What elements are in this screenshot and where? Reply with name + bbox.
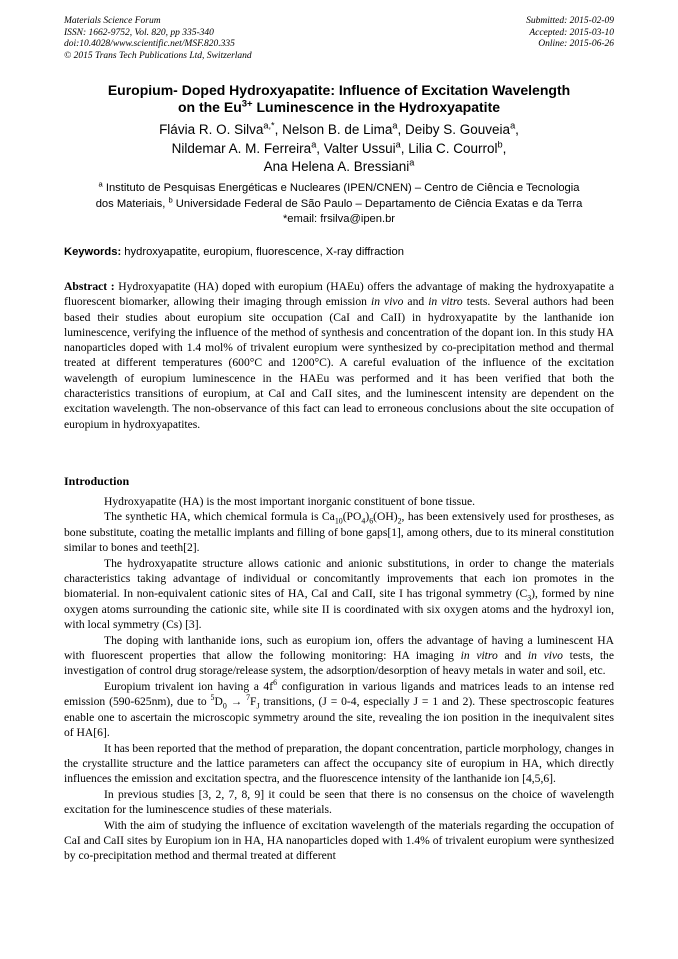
paragraph: The synthetic HA, which chemical formula is $Ca_{10}(PO_4)_6(OH)_2$, has been extensively used for prostheses, as bone substitute, coating the metallic implants and filling of bone gaps[1], among others, due to its mineral constitution similar to bones and teeth[2].	[64, 510, 614, 555]
contact-email[interactable]: *email: frsilva@ipen.br	[282, 213, 396, 225]
author-name: Ana Helena A. Bressiani	[263, 159, 410, 174]
author-name: , Valter Ussui	[316, 140, 396, 156]
author-name: Nildemar A. M. Ferreira	[171, 140, 312, 156]
journal-name: Materials Science Forum	[64, 16, 161, 26]
paragraph: The doping with lanthanide ions, such as europium ion, offers the advantage of having a luminescent HA with fluorescent properties that allow the following monitoring: HA imaging in vitro and in vivo tests, the investigation of control drug storage/release system, the adsorption/desorption of heavy metals in water and soil, etc.	[64, 633, 615, 678]
affiliation-b: Universidade Federal de São Paulo – Departamento de Ciência Exatas e da Terra	[172, 197, 583, 210]
author-name: , Lilia C. Courrol	[400, 140, 498, 156]
author-list: Flávia R. O. Silva$^{a,*}$, Nelson B. de Lima$^a$, Deiby S. Gouveia$^a$, Nildemar A. M. Ferreira$^a$, Valter Ussui$^a$, Lilia C. Courrol$^b$, Ana Helena A. Bressiani$^a$	[159, 120, 519, 174]
paragraph: With the aim of studying the influence of excitation wavelength of the materials regarding the occupation of CaI and CaII sites by Europium ion in HA, HA nanoparticles doped with 1.4% of trivalent europium were synthesized by co-precipitation method and thermal treated at different	[64, 818, 614, 863]
online-date: Online: 2015-06-26	[538, 39, 614, 49]
keywords	[64, 245, 624, 259]
keywords-label: Keywords:	[64, 246, 122, 258]
corresponding-mark: *	[271, 120, 275, 131]
paragraph: Hydroxyapatite (HA) is the most important inorganic constituent of bone tissue.	[104, 495, 476, 508]
paragraph: It has been reported that the method of preparation, the dopant concentration, particle morphology, changes in the crystallite structure and the lattice parameters can affect the occupancy site of europium in HA, which directly influences the emission and excitation spectra, and the fluorescence intensity of the lanthanide ion [4,5,6].	[64, 741, 614, 786]
affiliations: $^a$ Instituto de Pesquisas Energéticas e Nucleares (IPEN/CNEN) – Centro de Ciência e Tecnologia dos Materiais, $^b$ Universidade Federal de São Paulo – Departamento de Ciência Exatas e da Terra *email: frsilva@ipen.br	[95, 179, 583, 225]
keywords-text: hydroxyapatite, europium, fluorescence, X-ray diffraction	[121, 246, 404, 258]
paragraph: The hydroxyapatite structure allows cationic and anionic substitutions, in order to change the materials characteristics taking advantage of individual or concomitantly improvements that each ion promotes in the biomaterial. In non-equivalent cationic sites of HA, CaI and CaII, site I has trigonal symmetry $(C_3)$, formed by nine oxygen atoms surrounding the cationic site, while site II is coordinated with six oxygen atoms and the hydroxyl ion, with local symmetry (Cs) [3].	[64, 556, 614, 632]
author-name: Flávia R. O. Silva	[159, 122, 264, 137]
journal-header	[64, 16, 252, 62]
accepted-date: Accepted: 2015-03-10	[529, 27, 614, 38]
introduction-body	[64, 494, 614, 864]
paragraph: In previous studies [3, 2, 7, 8, 9] it could be seen that there is no consensus on the choice of wavelength excitation for the luminescence studies of these materials.	[64, 787, 614, 817]
author-name: , Deiby S. Gouveia	[397, 122, 511, 137]
paragraph: Europium trivalent ion having a $4f^6$ configuration in various ligands and matrices leads to an intense red emission (590-625nm), due to $^5D_0 \to ^7F_J$ transitions, (J = 0-4, especially J = 1 and 2). These spectroscopic features enable one to ascertain the microscopic symmetry around the site, revealing the ion position in the inequivalent sites of HA[6].	[64, 678, 615, 740]
journal-issn: ISSN: 1662-9752, Vol. 820, pp 335-340	[64, 27, 214, 38]
author-name: , Nelson B. de Lima	[274, 122, 393, 137]
abstract: Abstract : Hydroxyapatite (HA) doped with europium (HAEu) offers the advantage of making the hydroxyapatite a fluorescent biomarker, allowing their imaging through emission in vivo and in vitro tests. Several authors had been based their studies about europium site occupation (CaI and CaII) in hydroxyapatite by the lanthanide ion luminescence, verifying the influence of the method of synthesis and concentration of the dopant ion. In this study HA nanoparticles doped with 1.4 mol% of trivalent europium were synthesized by co-precipitation method and thermal treated at different temperatures (600°C and 1200°C). A careful evaluation of the influence of the excitation wavelength of europium luminescence in the HAEu was performed and it has been verified that both the characteristics transitions of europium, at CaI and CaII sites, and the luminescent intensity are dependent on the excitation wavelength. The non-observance of this fact can lead to erroneous conclusions about the site occupation of europium in hydroxyapatites.	[64, 280, 614, 431]
date-header	[526, 16, 614, 51]
abstract-label: Abstract :	[64, 280, 115, 293]
journal-doi[interactable]: doi:10.4028/www.scientific.net/MSF.820.335	[64, 39, 235, 49]
journal-copyright: © 2015 Trans Tech Publications Ltd, Switzerland	[64, 50, 252, 61]
paper-title	[60, 82, 618, 116]
affiliation-a: Instituto de Pesquisas Energéticas e Nucleares (IPEN/CNEN) – Centro de Ciência e Tecnologia	[102, 182, 580, 194]
title-line-2: on the $Eu^{3+}$ Luminescence in the Hydroxyapatite	[177, 98, 501, 115]
submitted-date: Submitted: 2015-02-09	[526, 16, 614, 26]
section-heading-introduction: Introduction	[64, 474, 130, 488]
title-line-1: Europium- Doped Hydroxyapatite: Influence of Excitation Wavelength	[107, 82, 571, 98]
